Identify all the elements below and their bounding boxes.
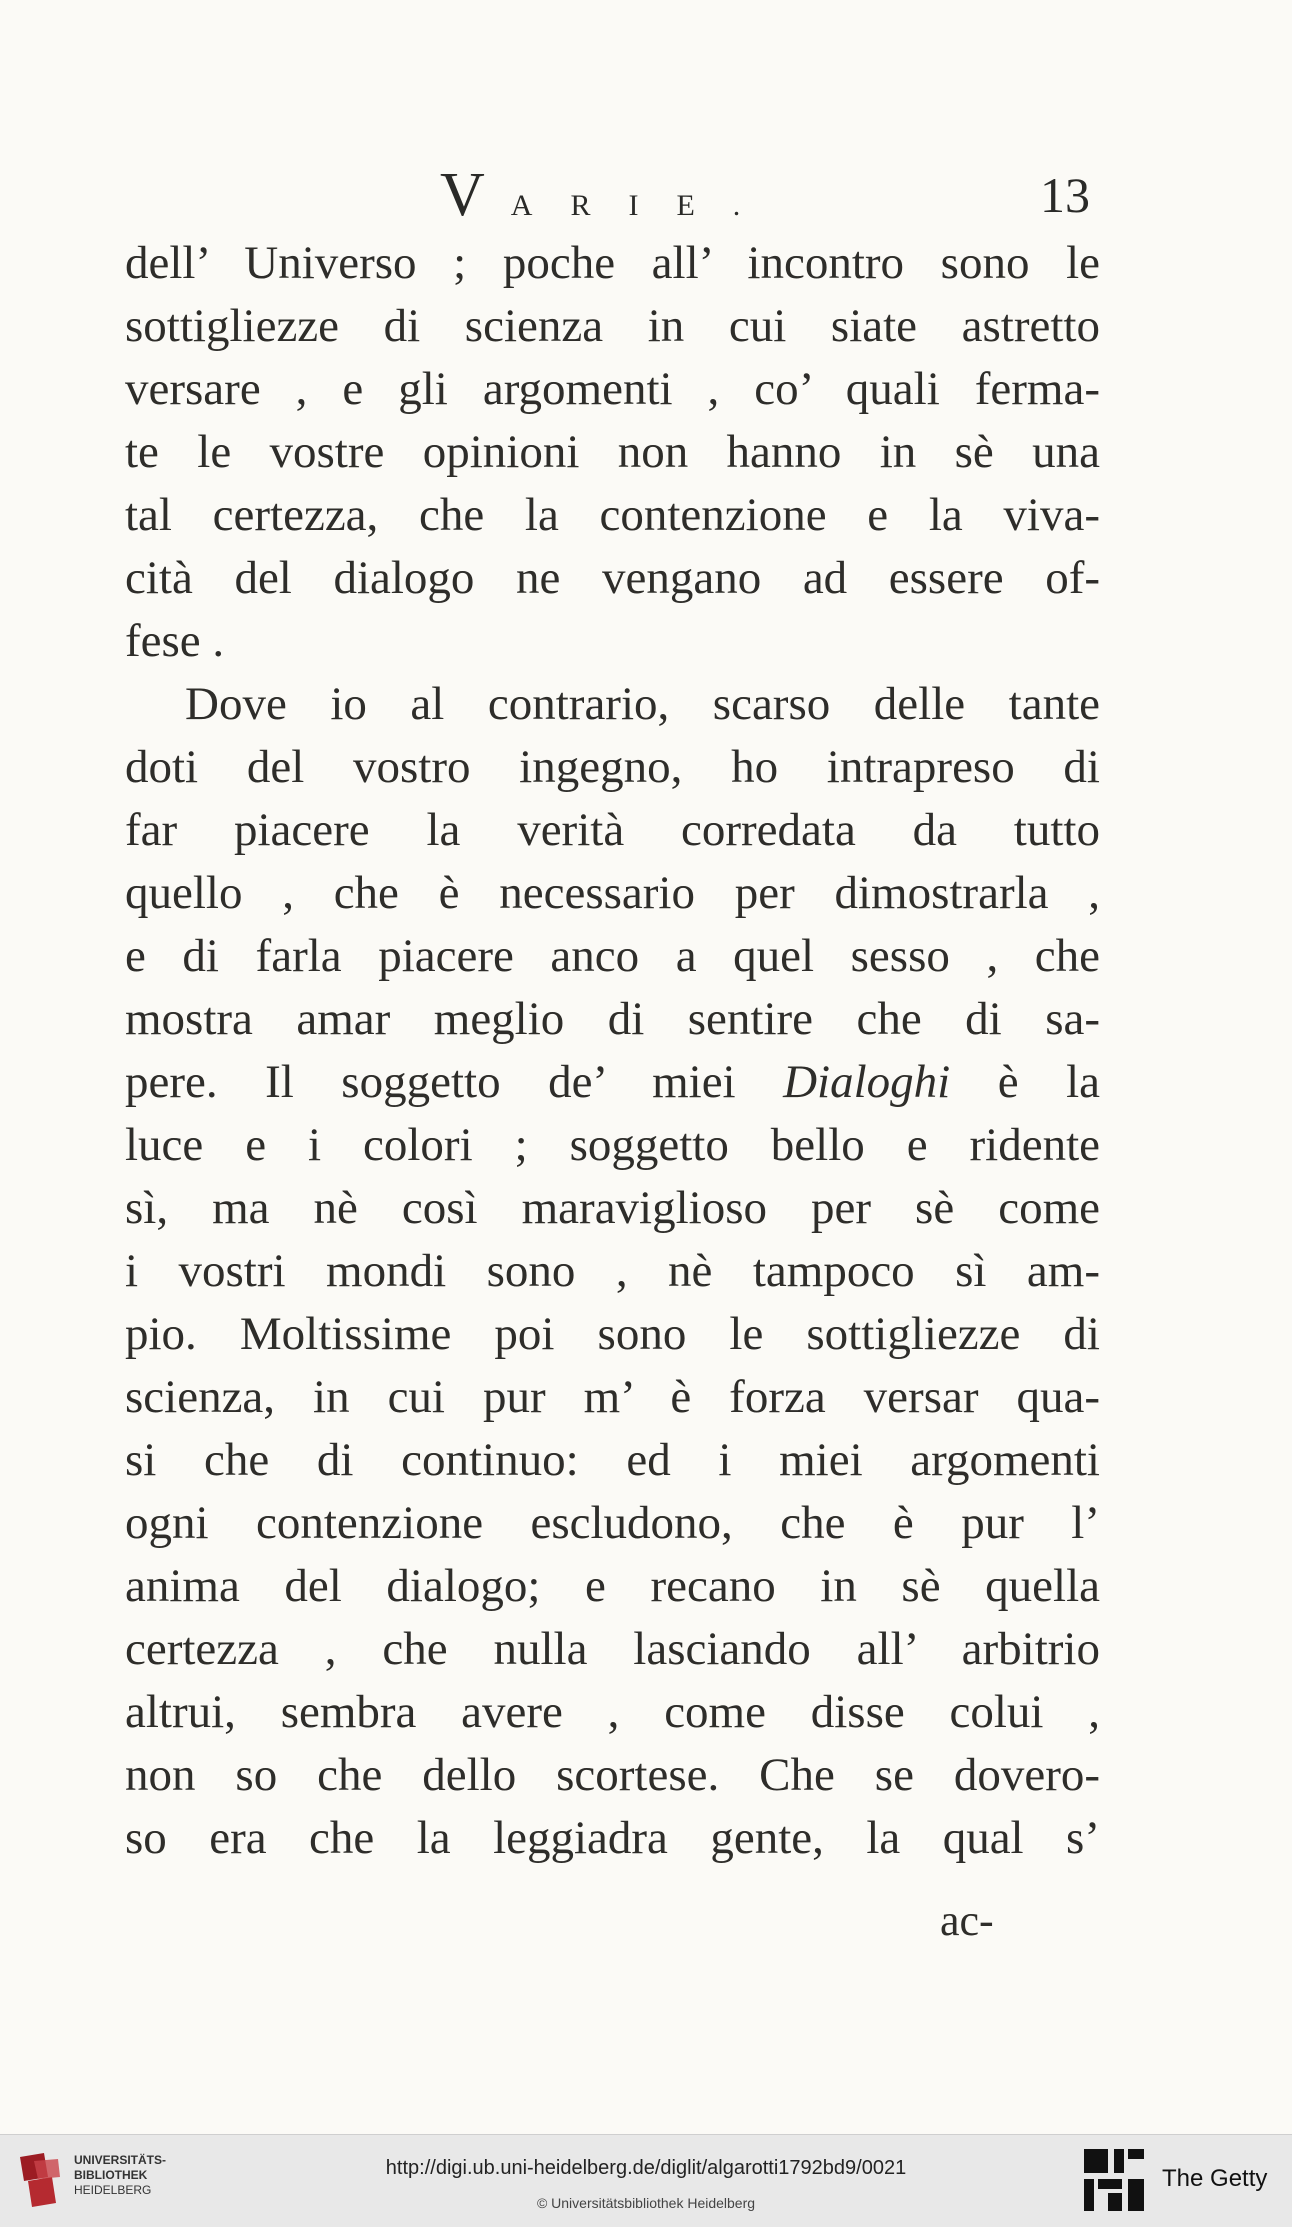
text-line: te le vostre opinioni non hanno in sè una: [125, 426, 1100, 478]
text-line: sì, ma nè così maraviglioso per sè come: [125, 1182, 1100, 1234]
text-line: far piacere la verità corredata da tutto: [125, 804, 1100, 856]
text-line: quello , che è necessario per dimostrarla ,: [125, 867, 1100, 919]
text-line: dell’ Universo ; poche all’ incontro sono le: [125, 237, 1100, 289]
running-head: [0, 160, 1292, 230]
text-line: cità del dialogo ne vengano ad essere of-: [125, 552, 1100, 604]
text-line: sottigliezze di scienza in cui siate astretto: [125, 300, 1100, 352]
text-line: luce e i colori ; soggetto bello e ridente: [125, 1119, 1100, 1171]
text-line-dialoghi: pere. Il soggetto de’ miei Dialoghi è la: [125, 1056, 1100, 1108]
text-line: pio. Moltissime poi sono le sottigliezze di: [125, 1308, 1100, 1360]
text-line: fese .: [125, 615, 225, 667]
text-line: mostra amar meglio di sentire che di sa-: [125, 993, 1100, 1045]
text-line: scienza, in cui pur m’ è forza versar qua-: [125, 1371, 1100, 1423]
getty-label: The Getty: [1162, 2165, 1268, 2192]
text-line: tal certezza, che la contenzione e la viva-: [125, 489, 1100, 541]
text-line: ogni contenzione escludono, che è pur l’: [125, 1497, 1100, 1549]
copyright-text: © Universitätsbibliothek Heidelberg: [536, 2195, 756, 2211]
running-title: VARIE.: [440, 161, 779, 229]
text-line: versare , e gli argomenti , co’ quali ferma-: [125, 363, 1100, 415]
text-line: anima del dialogo; e recano in sè quella: [125, 1560, 1100, 1612]
text-line: certezza , che nulla lasciando all’ arbitrio: [125, 1623, 1100, 1675]
body-text: [125, 232, 1100, 1870]
getty-logo-icon: [1084, 2149, 1144, 2211]
italic-title: Dialoghi: [783, 1056, 951, 1108]
text-line: si che di continuo: ed i miei argomenti: [125, 1434, 1100, 1486]
text-line: non so che dello scortese. Che se dovero-: [125, 1749, 1100, 1801]
text-line: i vostri mondi sono , nè tampoco sì am-: [125, 1245, 1100, 1297]
text-line: doti del vostro ingegno, ho intrapreso di: [125, 741, 1100, 793]
text-line: e di farla piacere anco a quel sesso , che: [125, 930, 1100, 982]
document-url-link[interactable]: http://digi.ub.uni-heidelberg.de/diglit/algarotti1792bd9/0021: [385, 2157, 907, 2179]
text-line: altrui, sembra avere , come disse colui ,: [125, 1686, 1100, 1738]
library-name: UNIVERSITÄTS- BIBLIOTHEK HEIDELBERG: [74, 2153, 167, 2197]
text-line: so era che la leggiadra gente, la qual s’: [125, 1812, 1100, 1864]
text-line: Dove io al contrario, scarso delle tante: [185, 678, 1100, 730]
footer-bar: [0, 2134, 1292, 2227]
page-number: 13: [1040, 167, 1090, 223]
catchword: ac-: [940, 1896, 994, 1945]
